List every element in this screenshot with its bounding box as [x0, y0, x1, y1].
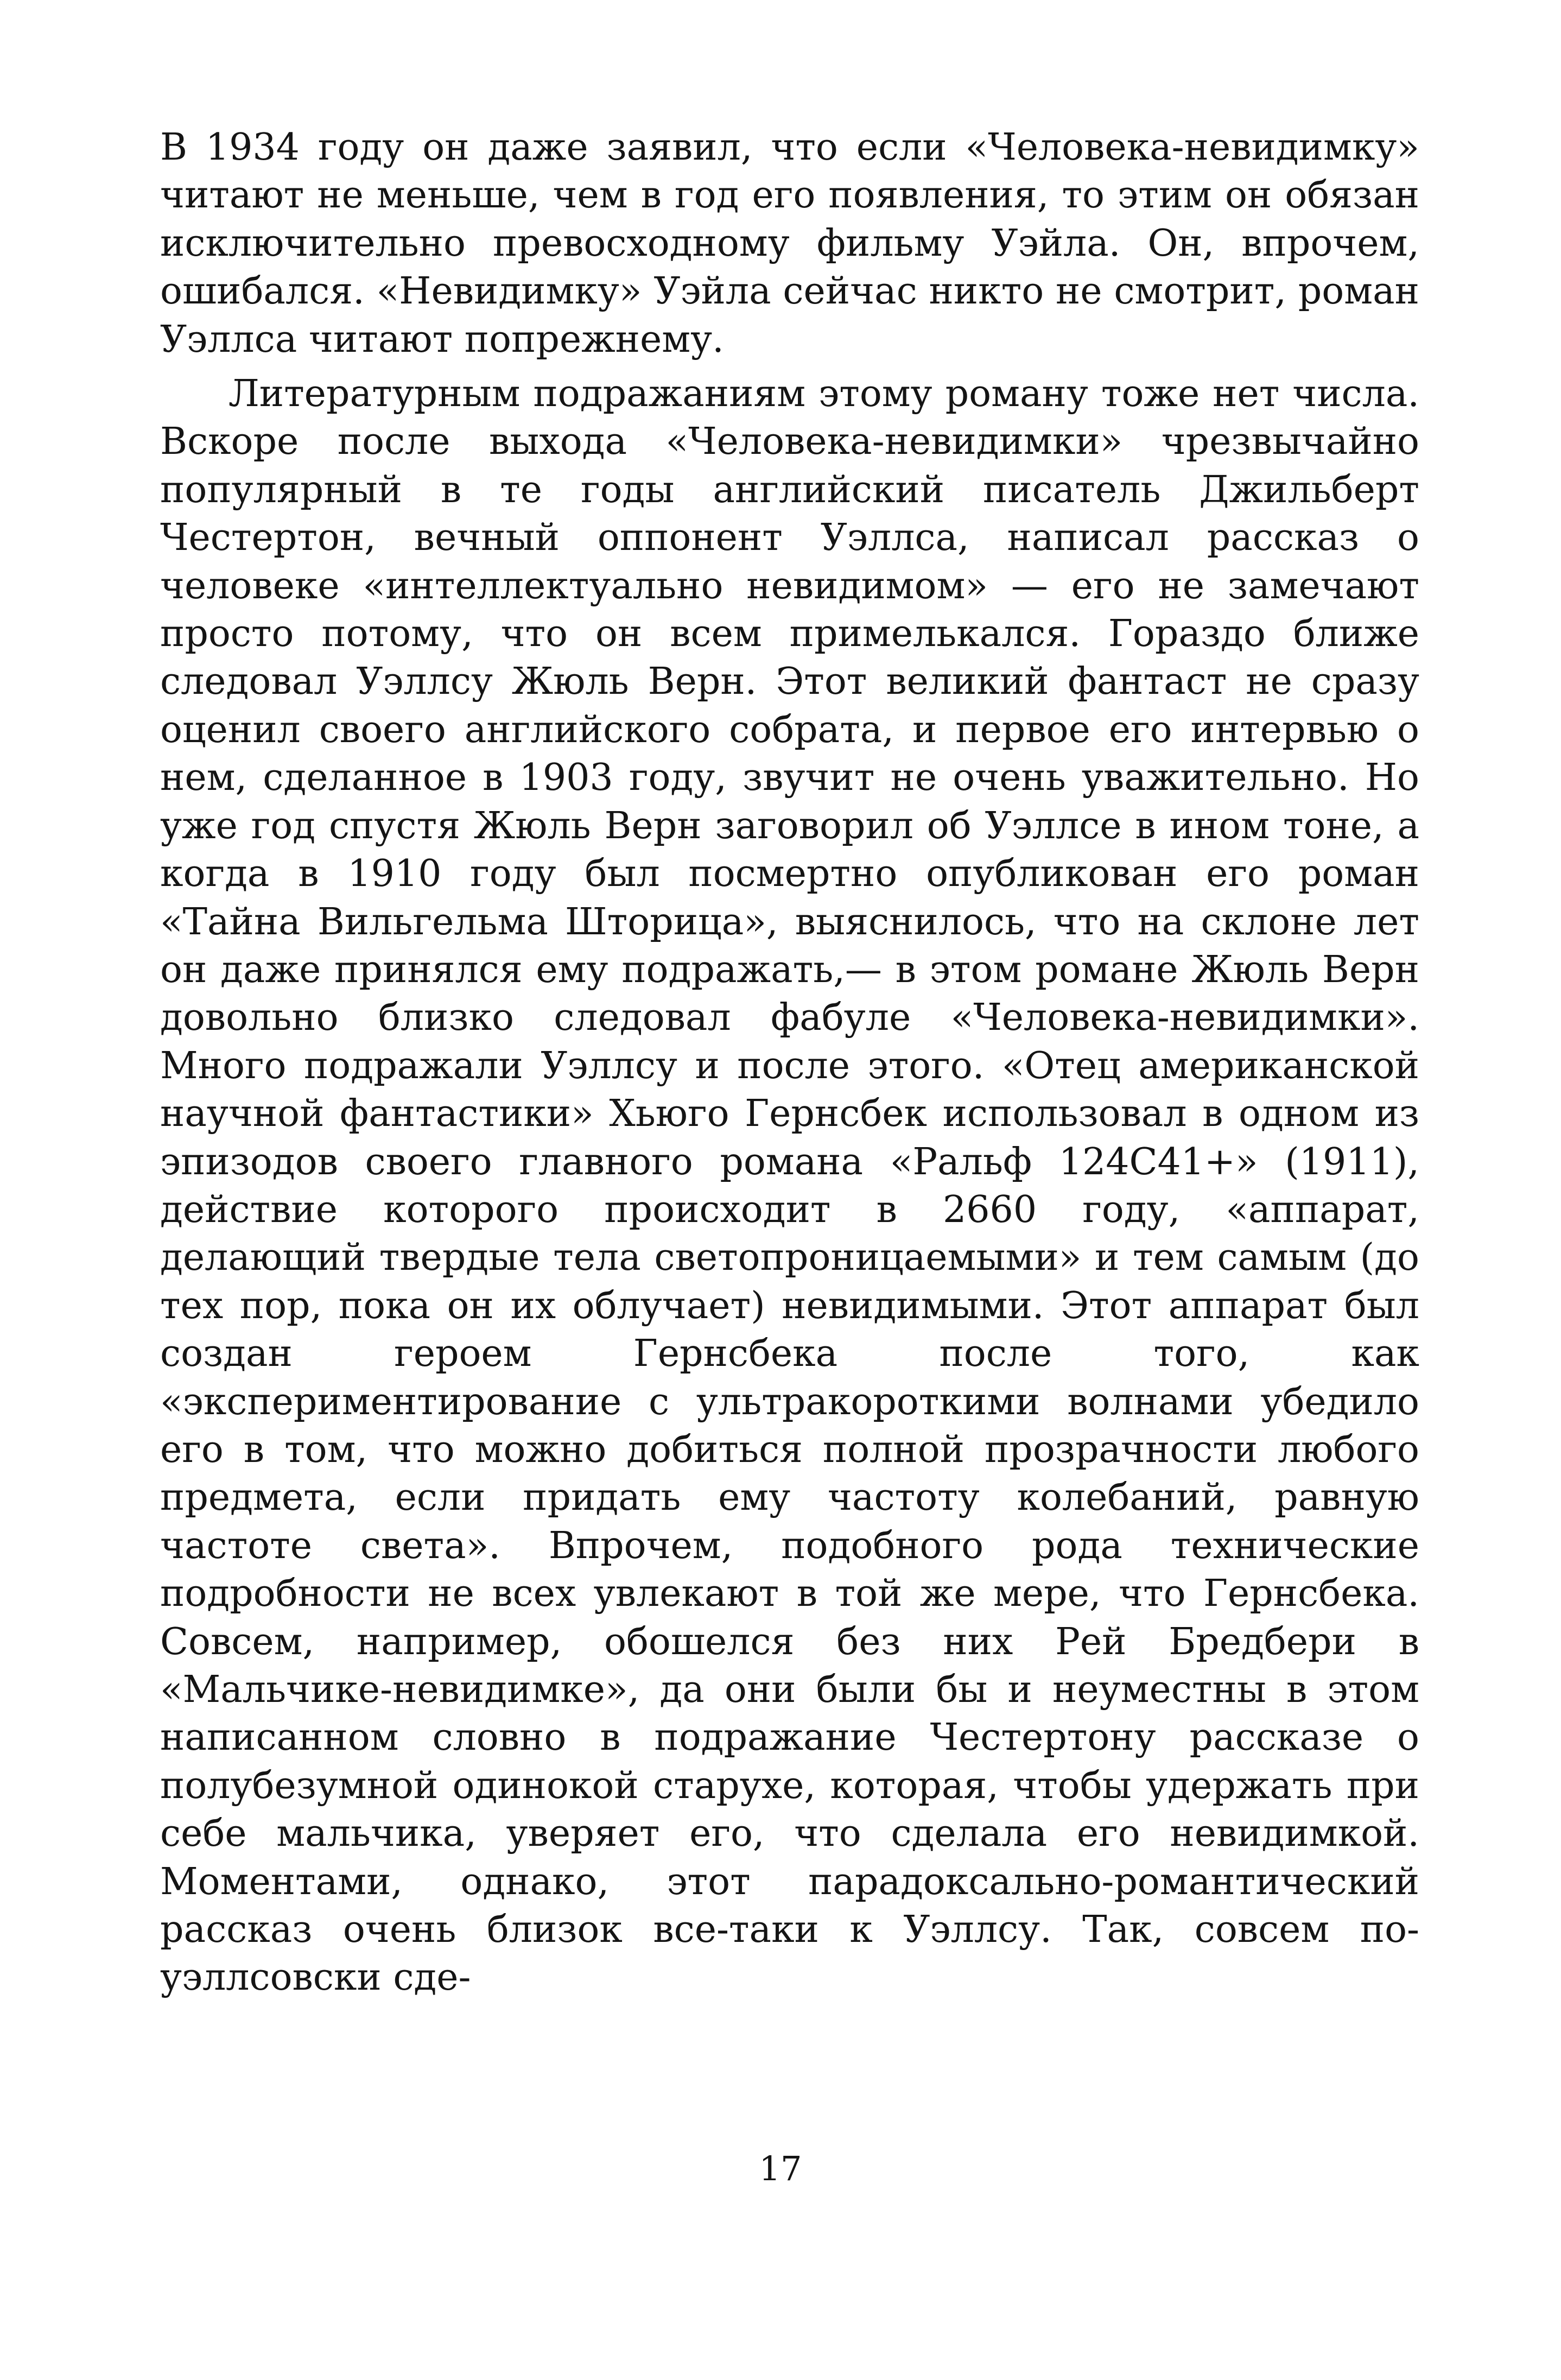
paragraph-1: В 1934 году он даже заявил, что если «Человека-невидимку» читают не меньше, чем в год его появления, то этим он обязан исключительно превосходному фильму Уэйла. Он, впрочем, ошибался. «Невидимку» Уэйла сейчас никто не смотрит, роман Уэллса читают попрежнему. — [160, 126, 1419, 361]
paragraph-2: Литературным подражаниям этому роману тоже нет числа. Вскоре после выхода «Человека-невидимки» чрезвычайно популярный в те годы английский писатель Джильберт Честертон, вечный оппонент Уэллса, написал рассказ о человеке «интеллектуально невидимом» — его не замечают просто потому, что он всем примелькался. Гораздо ближе следовал Уэллсу Жюль Верн. Этот великий фантаст не сразу оценил своего английского собрата, и первое его интервью о нем, сделанное в 1903 году, звучит не очень уважительно. Но уже год спустя Жюль Верн заговорил об Уэллсе в ином тоне, а когда в 1910 году был посмертно опубликован его роман «Тайна Вильгельма Шторица», выяснилось, что на склоне лет он даже принялся ему подражать,— в этом романе Жюль Верн довольно близко следовал фабуле «Человека-невидимки». Много подражали Уэллсу и после этого. «Отец американской научной фантастики» Хьюго Гернсбек использовал в одном из эпизодов своего главного романа «Ральф 124С41+» (1911), действие которого происходит в 2660 году, «аппарат, делающий твердые тела светопроницаемыми» и тем самым (до тех пор, пока он их облучает) невидимыми. Этот аппарат был создан героем Гернсбека после того, как «экспериментирование с ультракороткими волнами убедило его в том, что можно добиться полной прозрачности любого предмета, если придать ему частоту колебаний, равную частоте света». Впрочем, подобного рода технические подробности не всех увлекают в той же мере, что Гернсбека. Совсем, например, обошелся без них Рей Бредбери в «Мальчике-невидимке», да они были бы и неуместны в этом написанном словно в подражание Честертону рассказе о полубезумной одинокой старухе, которая, чтобы удержать при себе мальчика, уверяет его, что сделала его невидимкой. Моментами, однако, этот парадоксально-романтический рассказ очень близок все-таки к Уэллсу. Так, совсем по-уэллсовски сде- — [160, 372, 1419, 1999]
page-number: 17 — [759, 2149, 802, 2188]
body-text — [160, 124, 1419, 2002]
